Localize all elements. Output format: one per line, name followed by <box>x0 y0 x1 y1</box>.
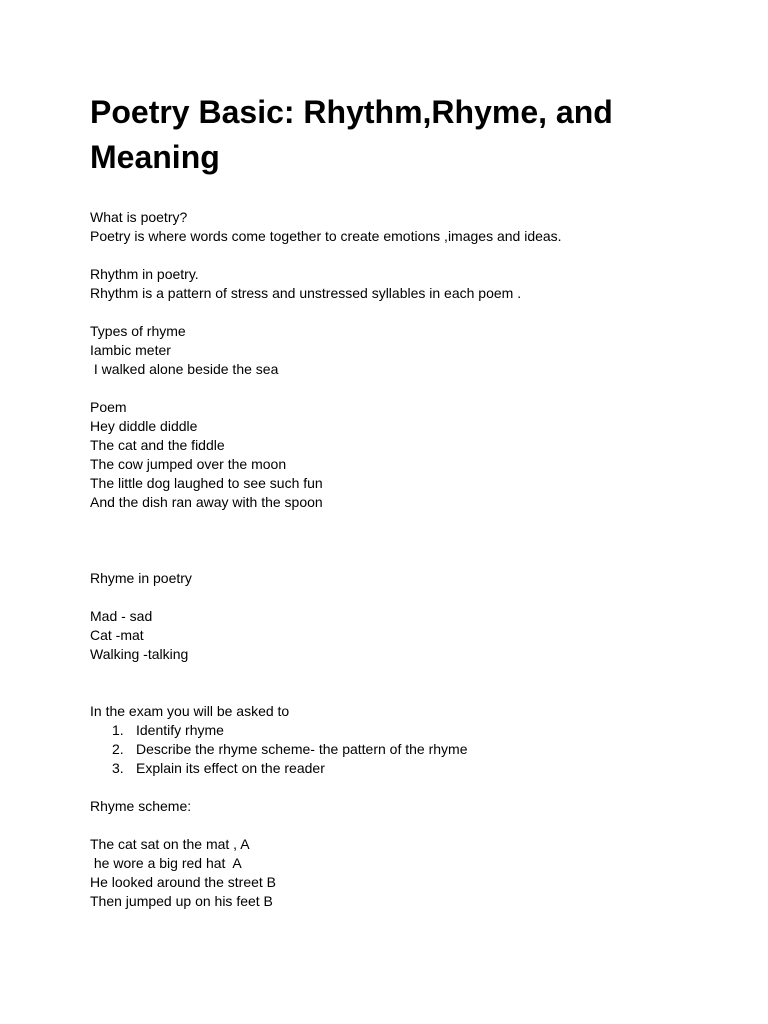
poem-line: The cow jumped over the moon <box>90 456 287 472</box>
list-text: Identify rhyme <box>136 722 224 738</box>
poem-heading: Poem <box>90 399 127 415</box>
poem-line: The cat and the fiddle <box>90 437 225 453</box>
exam-list-item <box>112 740 710 759</box>
list-number: 1. <box>112 722 124 738</box>
exam-list-item <box>112 759 710 778</box>
iambic-example: I walked alone beside the sea <box>90 361 279 377</box>
document-page <box>90 90 710 911</box>
scheme-line: He looked around the street B <box>90 874 277 890</box>
rhythm-text: Rhythm is a pattern of stress and unstressed syllables in each poem . <box>90 285 522 301</box>
list-text: Describe the rhyme scheme- the pattern of the rhyme <box>136 741 468 757</box>
scheme-line: Then jumped up on his feet B <box>90 893 273 909</box>
list-number: 2. <box>112 741 124 757</box>
what-is-poetry-heading: What is poetry? <box>90 209 188 225</box>
types-of-rhyme-heading: Types of rhyme <box>90 323 186 339</box>
what-is-poetry-text: Poetry is where words come together to create emotions ,images and ideas. <box>90 228 562 244</box>
poem-line: And the dish ran away with the spoon <box>90 494 323 510</box>
poem-line: Hey diddle diddle <box>90 418 198 434</box>
rhyme-pair: Cat -mat <box>90 627 144 643</box>
poem-line: The little dog laughed to see such fun <box>90 475 323 491</box>
scheme-line: The cat sat on the mat , A <box>90 836 250 852</box>
rhyme-scheme-heading: Rhyme scheme: <box>90 798 192 814</box>
page-title: Poetry Basic: Rhythm,Rhyme, and Meaning <box>90 94 613 175</box>
rhyme-pair: Walking -talking <box>90 646 189 662</box>
rhyme-pair: Mad - sad <box>90 608 153 624</box>
exam-intro: In the exam you will be asked to <box>90 703 290 719</box>
document-body <box>90 208 710 911</box>
list-number: 3. <box>112 760 124 776</box>
exam-list <box>90 721 710 778</box>
list-text: Explain its effect on the reader <box>136 760 325 776</box>
rhyme-in-poetry-heading: Rhyme in poetry <box>90 570 192 586</box>
rhythm-heading: Rhythm in poetry. <box>90 266 199 282</box>
exam-list-item <box>112 721 710 740</box>
scheme-line: he wore a big red hat A <box>90 855 242 871</box>
iambic-meter-label: Iambic meter <box>90 342 171 358</box>
